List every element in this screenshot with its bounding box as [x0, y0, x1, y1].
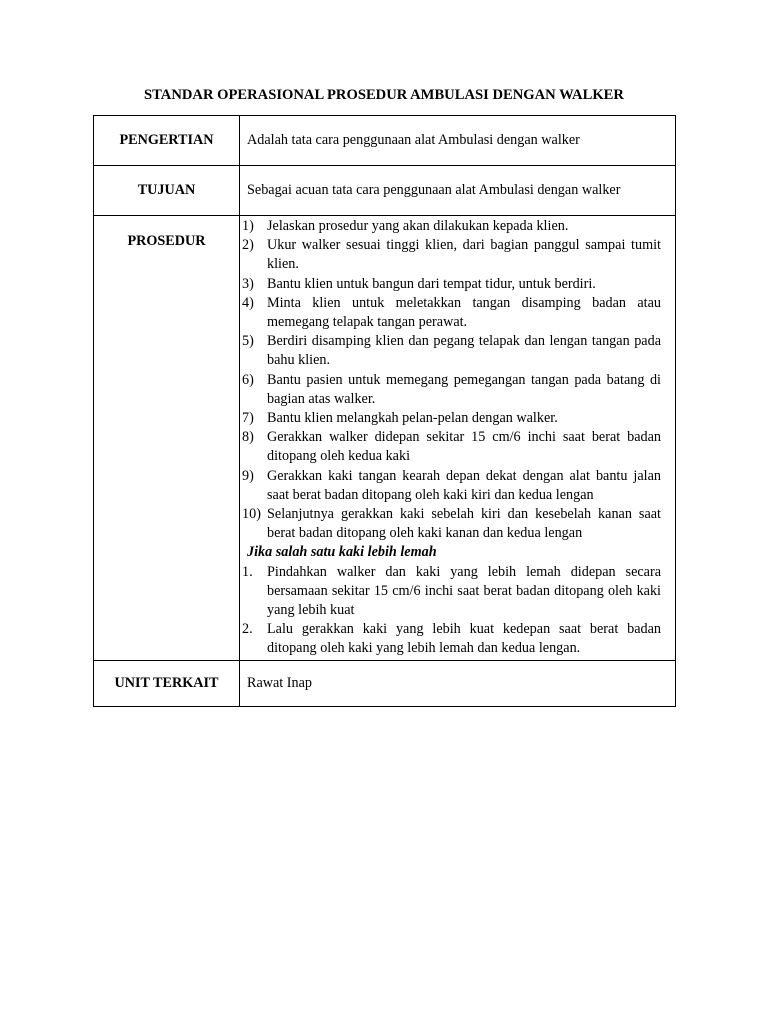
- procedure-step: 3) Bantu klien untuk bangun dari tempat tidur, untuk berdiri.: [242, 275, 596, 292]
- pengertian-label: PENGERTIAN: [94, 116, 240, 166]
- sop-table: [93, 115, 676, 707]
- prosedur-label: PROSEDUR: [127, 233, 206, 249]
- pengertian-value: Adalah tata cara penggunaan alat Ambulasi dengan walker: [240, 116, 676, 166]
- weak-leg-step: 1. Pindahkan walker dan kaki yang lebih lemah didepan secara bersamaan sekitar 15 cm/6 inchi saat berat badan ditopang oleh kaki yang lebih kuat: [242, 563, 661, 619]
- row-prosedur: [94, 216, 676, 661]
- weak-leg-step: 2. Lalu gerakkan kaki yang lebih kuat kedepan saat berat badan ditopang oleh kaki yang lebih lemah dan kedua lengan.: [242, 621, 661, 657]
- procedure-step: 2) Ukur walker sesuai tinggi klien, dari bagian panggul sampai tumit klien.: [242, 237, 661, 273]
- procedure-step: 7) Bantu klien melangkah pelan-pelan dengan walker.: [242, 410, 558, 427]
- prosedur-content: [240, 216, 676, 661]
- procedure-steps: [242, 217, 661, 543]
- procedure-step: 10) Selanjutnya gerakkan kaki sebelah kiri dan kesebelah kanan saat berat badan ditopang oleh kaki kanan dan kedua lengan: [242, 506, 661, 542]
- procedure-step: 8) Gerakkan walker didepan sekitar 15 cm/6 inchi saat berat badan ditopang oleh kedua kaki: [242, 429, 661, 465]
- prosedur-label-cell: [94, 216, 240, 661]
- unit-terkait-label: UNIT TERKAIT: [94, 660, 240, 706]
- page-title: STANDAR OPERASIONAL PROSEDUR AMBULASI DENGAN WALKER: [144, 87, 624, 103]
- unit-terkait-value: Rawat Inap: [240, 660, 676, 706]
- weak-leg-steps: [242, 563, 661, 659]
- procedure-step: 4) Minta klien untuk meletakkan tangan disamping badan atau memegang telapak tangan perawat.: [242, 294, 661, 331]
- tujuan-label: TUJUAN: [94, 166, 240, 216]
- procedure-step: 5) Berdiri disamping klien dan pegang telapak dan lengan tangan pada bahu klien.: [242, 333, 661, 369]
- row-tujuan: [94, 166, 676, 216]
- tujuan-value: Sebagai acuan tata cara penggunaan alat Ambulasi dengan walker: [240, 166, 676, 216]
- weak-leg-subheading: Jika salah satu kaki lebih lemah: [247, 544, 437, 561]
- row-unit-terkait: [94, 660, 676, 706]
- row-pengertian: [94, 116, 676, 166]
- procedure-step: 9) Gerakkan kaki tangan kearah depan dekat dengan alat bantu jalan saat berat badan ditopang oleh kaki kiri dan kedua lengan: [242, 467, 661, 503]
- procedure-step: 1) Jelaskan prosedur yang akan dilakukan kepada klien.: [242, 218, 569, 234]
- procedure-step: 6) Bantu pasien untuk memegang pemegangan tangan pada batang di bagian atas walker.: [242, 371, 661, 407]
